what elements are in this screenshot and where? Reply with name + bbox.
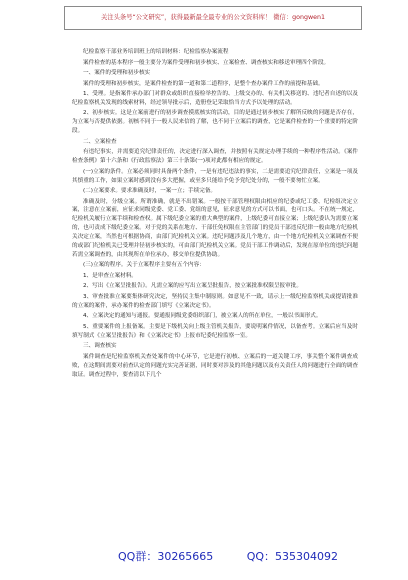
promo-banner-text: 关注头条号“公文研究”，获得最新最全最专业的公文资料库！ 微信：gongwen1 <box>101 13 325 21</box>
section-heading: 二、立案检查 <box>83 138 117 145</box>
doc-paragraph: (三)立案的程序。关于立案程序主要有五个内容： <box>83 262 205 269</box>
doc-paragraph: 2、初步核实。这是立案前进行的初步调查摸底核实的活动，目的是通过初步核实了解所反映的问题是否存在，为立案与否提供依据。初核不同于一般人民来信的了解，也不同于立案后的调查，它是案件检查的一个重要的特定阶段。 <box>72 110 358 135</box>
doc-paragraph: 案件的受理和初步核实，是案件检查的第一道和第二道程序，是整个查办案件工作的前提和基础。 <box>83 80 324 87</box>
doc-paragraph: 有违纪事实，并需要追究纪律责任的，决定进行深入调查，并按照有关规定办理手续的一种程序性活动。《案件检查条例》第十六条和《行政监察法》第三十条第(一)项对此都有相应的规定。 <box>72 149 358 165</box>
promo-banner <box>64 6 362 30</box>
doc-paragraph: 准确及时，分级立案。所谓准确，就是不出错案。一般按干部管理权限由相应的纪委或纪工委、纪检组决定立案，注意在立案前，应征求同级党委、党工委、党组的意见，征求意见的方式可以书面，也可口头。不在统一规定，纪检机关履行立案手续和检查权。属下级纪委立案的重大典型的案件，上级纪委可直接立案；上级纪委认为需要立案的，也可责成下级纪委立案。对于党的关系在地方、干部任免权限在主管部门的党员干部违反纪律一般由地方纪检机关决定立案，当然也可根据协商，由部门纪检机关立案。违纪问题涉及几个地方，由一个地方纪检机关立案调查不便的或部门纪检机关已受理并径初步核实的，可由部门纪检机关立案。党员干部工作调动后，发现在原单位的违纪问题若需立案调查的，由其现所在单位承办，移交单位提供协助。 <box>72 198 358 258</box>
doc-paragraph: 纪检监察干部业务培训班上的培训材料：纪检监察办案流程 <box>83 49 229 55</box>
section-heading: 一、案件的受理和初步核实 <box>83 70 151 76</box>
document-body <box>72 48 358 534</box>
section-heading: 三、调查核实 <box>83 343 117 350</box>
doc-paragraph: (一)立案的条件。立案必须同时具备两个条件，一是有违纪违法的事实，二是需要追究纪律责任，立案是一项及其慎重的工作，如果立案时感到没有多大把握，或至多只能给予免予党纪处分的，一般不要匆忙立案。 <box>72 168 358 184</box>
doc-paragraph: 2、写出《立案呈批报告》。凡需立案的应写出立案呈批报告，按立案批准权限呈报审批。 <box>83 283 302 290</box>
doc-paragraph: 5、重要案件的上报备案。主要是下级机关向上级主管机关报告，要说明案件情况，以备查考。立案后应当及时填写制式《立案呈批报告》和《立案决定书》上报市纪委纪检监察一室。 <box>72 323 358 339</box>
doc-paragraph: 1、是审查立案材料。 <box>83 272 137 279</box>
contact-footer <box>118 544 338 568</box>
qq-group-text: QQ群：30265665 <box>118 550 214 563</box>
doc-paragraph: 案件检查的基本程序一般主要分为案件受理和初步核实、立案检查、调查核实和移送审理四个阶段。 <box>83 59 330 66</box>
doc-paragraph: 案件调查是纪检监察机关查处案件的中心环节，它是进行初核、立案后的一道关键工序，事关整个案件调查成败，在这期间需要对前查认定的问题充实完善证据，同时要对涉及的其他问题以及有关责任人的问题进行全面的调查取证。调查过程中，要查清以下几个 <box>72 353 358 378</box>
doc-paragraph: 1、受理。是指案件承办部门对群众或组织直接检举控告的、上级交办的、有关机关移送的、违纪者自述的以及纪检监察机关发现的线索材料，经过领导批示后，造册登记采取恰当方式予以处理的活动。 <box>72 91 358 106</box>
doc-paragraph: 4、立案决定的通知与通报。要通报同级党委组织部门，被立案人的所在单位，一般以书面形式。 <box>83 313 322 320</box>
doc-paragraph: (二)立案要求。要求准确及时，一案一立；手续完备。 <box>83 188 217 195</box>
doc-paragraph: 3、审查批准立案要集体研究决定，坚持民主集中制原则。如意见不一致，请示上一级纪检监察机关或提请批准的立案的案件，承办案件的检查部门填写《立案决定书》。 <box>72 293 358 309</box>
qq-number-text: QQ：535304092 <box>246 550 338 563</box>
